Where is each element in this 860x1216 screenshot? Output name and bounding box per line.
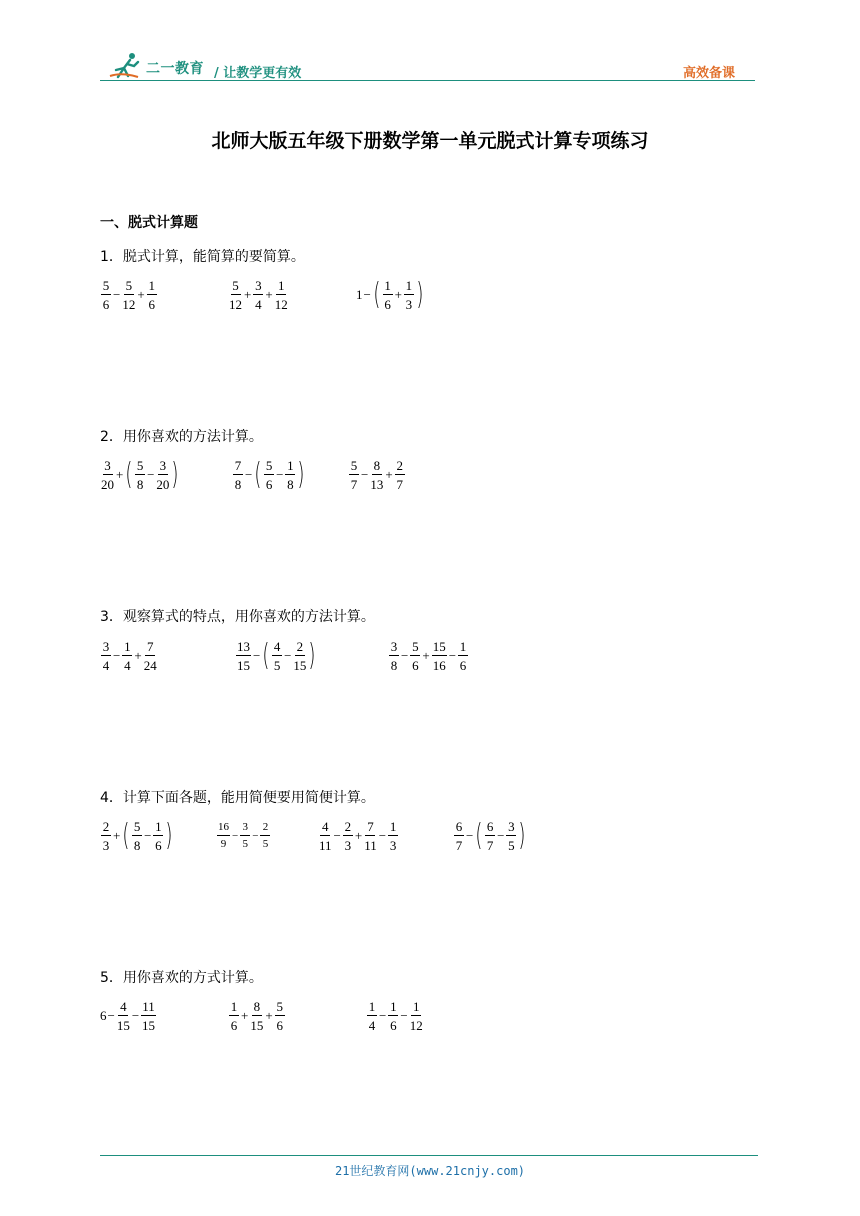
fraction: $\frac{1}{6}$ (384, 278, 391, 312)
fraction: $\frac{5}{6}$ (412, 639, 419, 673)
fraction: $\frac{5}{6}$ (276, 999, 283, 1033)
fraction: $\frac{1}{6}$ (390, 999, 397, 1033)
fraction: $\frac{7}{11}$ (364, 819, 377, 853)
fraction: $\frac{1}{12}$ (409, 999, 423, 1033)
slogan: / 让教学更有效 (214, 66, 302, 81)
fraction: $\frac{3}{4}$ (255, 278, 262, 312)
question-4: 4．计算下面各题，能用简便要用简便计算。 (100, 790, 375, 806)
fraction: $\frac{3}{20}$ (156, 458, 170, 492)
fraction: $\frac{3}{4}$ (102, 639, 110, 673)
fraction: $\frac{5}{8}$ (136, 458, 144, 492)
fraction: $\frac{3}{20}$ (101, 458, 114, 492)
question-5: 5．用你喜欢的方式计算。 (100, 970, 263, 986)
fraction: $\frac{3}{5}$ (240, 822, 250, 850)
fraction: $\frac{5}{12}$ (122, 278, 136, 312)
fraction: $\frac{6}{7}$ (486, 819, 494, 853)
fraction: $\frac{1}{3}$ (405, 278, 413, 312)
page-header (100, 44, 755, 82)
fraction: $\frac{1}{6}$ (148, 278, 155, 312)
fraction: $\frac{7}{8}$ (234, 458, 242, 492)
fraction: $\frac{1}{12}$ (274, 278, 288, 312)
fraction: $\frac{4}{15}$ (116, 999, 130, 1033)
fraction: $\frac{13}{15}$ (237, 639, 250, 673)
fraction: $\frac{1}{3}$ (389, 819, 397, 853)
fraction: $\frac{1}{8}$ (287, 458, 294, 492)
section-heading: 一、脱式计算题 (100, 215, 198, 231)
fraction: $\frac{4}{5}$ (273, 639, 281, 673)
header-tag: 高效备课 (682, 66, 735, 81)
fraction: $\frac{1}{4}$ (124, 639, 131, 673)
fraction: $\frac{1}{6}$ (230, 999, 238, 1033)
fraction: $\frac{6}{7}$ (455, 819, 463, 853)
fraction: $\frac{2}{15}$ (293, 639, 307, 673)
fraction: $\frac{3}{8}$ (390, 639, 398, 673)
fraction: $\frac{1}{6}$ (459, 639, 467, 673)
fraction: $\frac{5}{8}$ (133, 819, 141, 853)
fraction: $\frac{2}{7}$ (396, 458, 403, 492)
question-3: 3．观察算式的特点，用你喜欢的方法计算。 (100, 609, 375, 625)
runner-logo-icon (108, 50, 148, 80)
fraction: $\frac{2}{3}$ (102, 819, 110, 853)
fraction: $\frac{8}{15}$ (250, 999, 264, 1033)
fraction: $\frac{2}{3}$ (344, 819, 352, 853)
fraction: $\frac{15}{16}$ (432, 639, 446, 673)
footer-link[interactable]: 21世纪教育网(www.21cnjy.com) (334, 1164, 526, 1178)
fraction: $\frac{5}{6}$ (265, 458, 273, 492)
footer-divider (100, 1155, 758, 1156)
fraction: $\frac{5}{7}$ (350, 458, 358, 492)
fraction: $\frac{16}{9}$ (218, 821, 229, 850)
fraction: $\frac{3}{5}$ (508, 819, 515, 853)
question-1: 1．脱式计算，能简算的要简算。 (100, 249, 305, 265)
fraction: $\frac{4}{11}$ (319, 819, 332, 853)
page-title: 北师大版五年级下册数学第一单元脱式计算专项练习 (211, 130, 649, 152)
brand-name: 二一教育 (146, 61, 204, 77)
fraction: $\frac{5}{12}$ (229, 278, 242, 312)
fraction: $\frac{1}{4}$ (368, 999, 376, 1033)
fraction: $\frac{11}{15}$ (141, 999, 155, 1033)
fraction: $\frac{1}{6}$ (155, 819, 162, 853)
header-divider (100, 80, 755, 81)
fraction: $\frac{7}{24}$ (143, 639, 157, 673)
fraction: $\frac{5}{6}$ (102, 278, 110, 312)
question-2: 2．用你喜欢的方法计算。 (100, 429, 263, 445)
fraction: $\frac{8}{13}$ (370, 458, 384, 492)
fraction: $\frac{2}{5}$ (260, 822, 270, 850)
